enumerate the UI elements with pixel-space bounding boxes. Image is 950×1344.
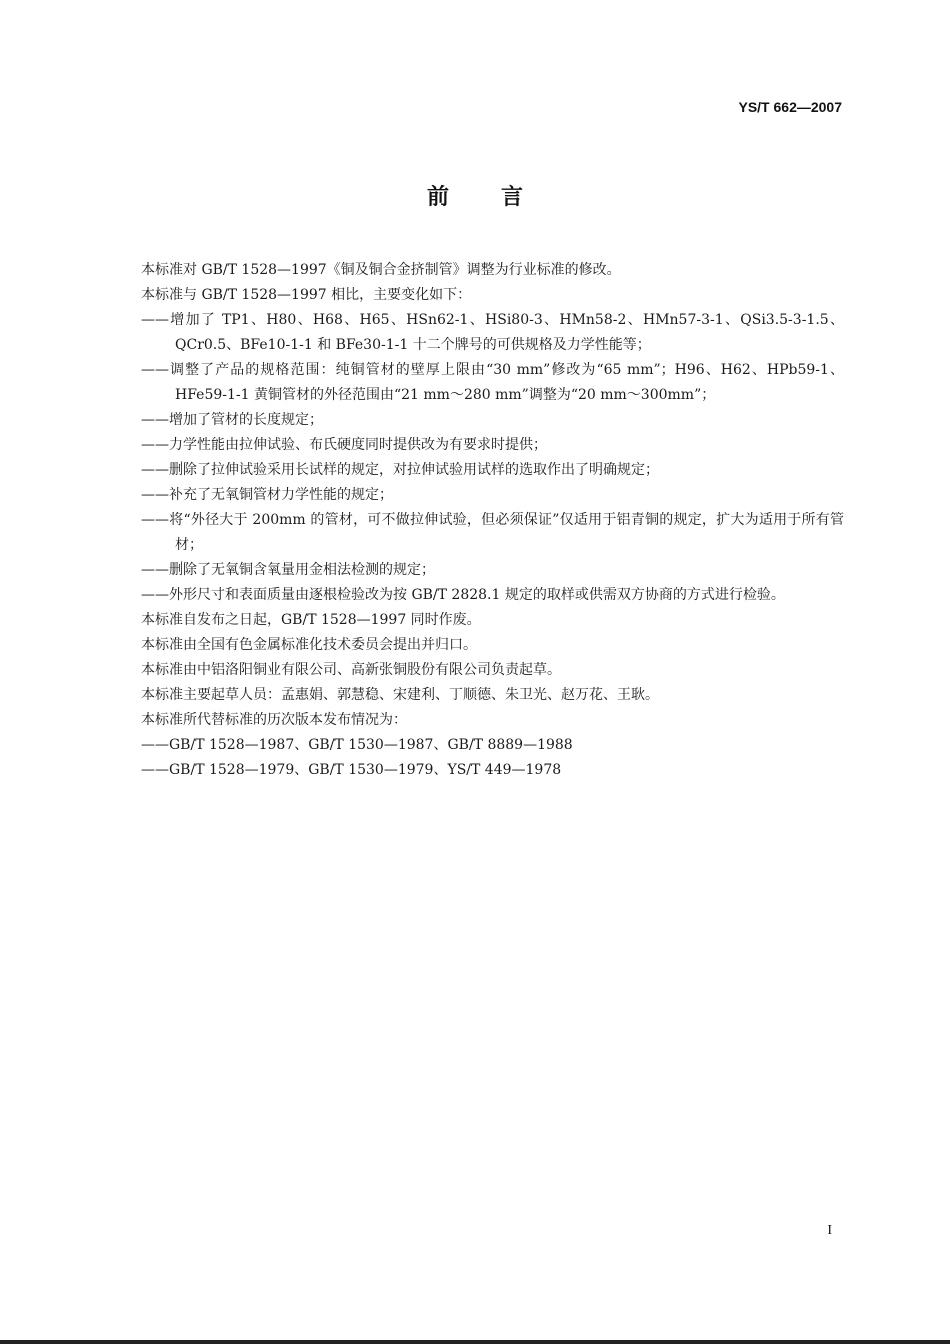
history-item: ——GB/T 1528—1987、GB/T 1530—1987、GB/T 8889—1988 — [141, 737, 573, 753]
history-item: ——GB/T 1528—1979、GB/T 1530—1979、YS/T 449—1978 — [141, 762, 562, 778]
info-paragraph: 本标准由中铝洛阳铜业有限公司、高新张铜股份有限公司负责起草。 — [141, 662, 561, 678]
change-item: ——调整了产品的规格范围：纯铜管材的壁厚上限由“30 mm”修改为“65 mm”；H96、H62、HPb59-1、HFe59-1-1 黄铜管材的外径范围由“21 mm～280 mm”调整为“20 mm～300mm”； — [141, 362, 844, 403]
change-item: ——增加了管材的长度规定； — [141, 412, 323, 428]
info-paragraph: 本标准由全国有色金属标准化技术委员会提出并归口。 — [141, 637, 477, 653]
info-paragraph: 本标准主要起草人员：孟惠娟、郭慧稳、宋建利、丁顺德、朱卫光、赵万花、王耿。 — [141, 687, 659, 703]
change-item: ——外形尺寸和表面质量由逐根检验改为按 GB/T 2828.1 规定的取样或供需双方协商的方式进行检验。 — [141, 587, 785, 603]
bottom-rule — [0, 1340, 950, 1344]
intro-paragraph: 本标准与 GB/T 1528—1997 相比，主要变化如下： — [141, 287, 472, 303]
change-item: ——删除了拉伸试验采用长试样的规定，对拉伸试验用试样的选取作出了明确规定； — [141, 462, 659, 478]
info-paragraph: 本标准所代替标准的历次版本发布情况为： — [141, 712, 407, 728]
page-number: I — [827, 1223, 832, 1238]
page-title: 前言 — [426, 185, 575, 210]
change-item: ——力学性能由拉伸试验、布氏硬度同时提供改为有要求时提供； — [141, 437, 547, 453]
info-paragraph: 本标准自发布之日起，GB/T 1528—1997 同时作废。 — [141, 612, 481, 628]
change-item: ——删除了无氧铜含氧量用金相法检测的规定； — [141, 562, 435, 578]
foreword-body — [141, 258, 844, 783]
change-item: ——将“外径大于 200mm 的管材，可不做拉伸试验，但必须保证”仅适用于铝青铜的规定，扩大为适用于所有管材； — [141, 512, 844, 553]
standard-code: YS/T 662—2007 — [738, 99, 842, 115]
intro-paragraph: 本标准对 GB/T 1528—1997《铜及铜合金挤制管》调整为行业标准的修改。 — [141, 262, 621, 278]
change-item: ——增加了 TP1、H80、H68、H65、HSn62-1、HSi80-3、HMn58-2、HMn57-3-1、QSi3.5-3-1.5、QCr0.5、BFe10-1-1 和 BFe30-1-1 十二个牌号的可供规格及力学性能等； — [141, 312, 844, 353]
change-item: ——补充了无氧铜管材力学性能的规定； — [141, 487, 393, 503]
